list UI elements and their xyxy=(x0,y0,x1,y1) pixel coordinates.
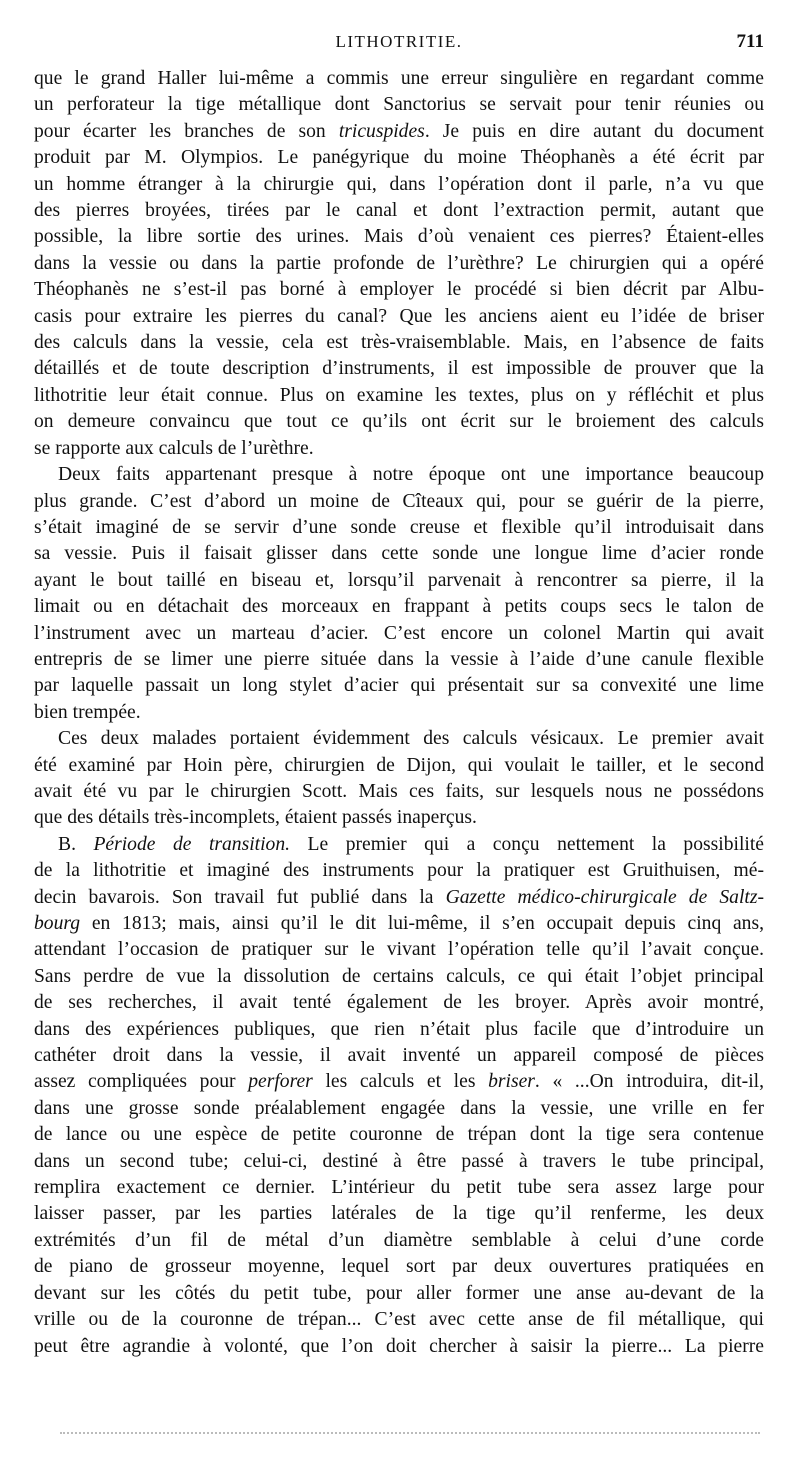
text-line: peut être agrandie à volonté, que l’on doit chercher à saisir la pierre... La pierre xyxy=(34,1335,764,1357)
text-line: laisser passer, par les parties latérales de la tige qu’il renferme, les deux xyxy=(34,1203,764,1225)
text-line: Sans perdre de vue la dissolution de certains calculs, ce qui était l’objet principal xyxy=(34,965,764,987)
text-line: plus grande. C’est d’abord un moine de Cîteaux qui, pour se guérir de la pierre, xyxy=(34,490,764,512)
text-line: bien trempée. xyxy=(34,701,141,723)
italic-text: perforer xyxy=(248,1071,313,1093)
text-line: se rapporte aux calculs de l’urèthre. xyxy=(34,437,314,459)
paragraph xyxy=(34,726,764,832)
text-line: entrepris de se limer une pierre située dans la vessie à l’aide d’une canule flexible xyxy=(34,648,764,670)
text-line: on demeure convaincu que tout ce qu’ils ont écrit sur le broiement des calculs xyxy=(34,411,764,433)
text-line: assez compliquées pour perforer les calculs et les briser. « ...On introduira, dit-il, xyxy=(34,1071,764,1093)
text-line: dans des expériences publiques, que rien n’était plus facile que d’introduire un xyxy=(34,1018,764,1040)
text-line: bourg en 1813; mais, ainsi qu’il le dit lui-même, il s’en occupait depuis cinq ans, xyxy=(34,913,764,934)
text-line: des calculs dans la vessie, cela est très-vraisemblable. Mais, en l’absence de faits xyxy=(34,332,764,354)
page-bottom-smudge xyxy=(60,1432,760,1438)
text-line: un perforateur la tige métallique dont Sanctorius se servait pour tenir réunies ou xyxy=(34,94,764,116)
italic-text: briser xyxy=(488,1071,535,1093)
text-line: été examiné par Hoin père, chirurgien de Dijon, qui voulait le tailler, et le second xyxy=(34,754,764,776)
text-line: B. Période de transition. Le premier qui a conçu nettement la possibilité xyxy=(58,833,764,855)
text-line: s’était imaginé de se servir d’une sonde creuse et flexible qu’il introduisait dans xyxy=(34,516,764,538)
text-line: devant sur les côtés du petit tube, pour aller former une anse au-devant de la xyxy=(34,1282,764,1304)
text-line: que le grand Haller lui-même a commis une erreur singulière en regardant comme xyxy=(34,68,764,89)
text-line: par laquelle passait un long stylet d’acier qui présentait sur sa convexité une lime xyxy=(34,675,764,697)
text-line: decin bavarois. Son travail fut publié dans la Gazette médico-chirurgicale de Saltz- xyxy=(34,886,764,908)
italic-text: Période de transition. xyxy=(93,833,291,855)
text-line: limait ou en détachait des morceaux en frappant à petits coups secs le talon de xyxy=(34,596,764,618)
paragraph xyxy=(34,66,764,462)
text-line: sa vessie. Puis il faisait glisser dans cette sonde une longue lime d’acier ronde xyxy=(34,543,764,565)
text-line: l’instrument avec un marteau d’acier. C’est encore un colonel Martin qui avait xyxy=(34,622,764,644)
text-line: de lance ou une espèce de petite couronne de trépan dont la tige sera contenue xyxy=(34,1124,764,1146)
text-line: Deux faits appartenant presque à notre époque ont une importance beaucoup xyxy=(58,464,764,486)
text-line: lithotritie leur était connue. Plus on examine les textes, plus on y réfléchit et plus xyxy=(34,384,764,406)
text-line: ayant le bout taillé en biseau et, lorsqu’il parvenait à rencontrer sa pierre, il la xyxy=(34,569,764,591)
italic-text: Gazette médico-chirurgicale de Saltz- xyxy=(445,886,764,908)
text-line: produit par M. Olympios. Le panégyrique du moine Théophanès a été écrit par xyxy=(34,147,764,169)
text-line: cathéter droit dans la vessie, il avait inventé un appareil composé de pièces xyxy=(34,1045,764,1067)
running-head xyxy=(34,30,764,54)
text-line: que des détails très-incomplets, étaient passés inaperçus. xyxy=(34,807,477,829)
text-line: de la lithotritie et imaginé des instruments pour la pratiquer est Gruithuisen, mé- xyxy=(34,860,764,882)
text-line: remplira exactement ce dernier. L’intérieur du petit tube sera assez large pour xyxy=(34,1177,764,1199)
text-line: pour écarter les branches de son tricuspides. Je puis en dire autant du document xyxy=(34,120,764,142)
text-line: vrille ou de la couronne de trépan... C’est avec cette anse de fil métallique, qui xyxy=(34,1309,764,1331)
text-line: de ses recherches, il avait tenté également de les broyer. Après avoir montré, xyxy=(34,992,764,1014)
text-line: dans un second tube; celui-ci, destiné à être passé à travers le tube principal, xyxy=(34,1150,764,1172)
running-head-title: LITHOTRITIE. xyxy=(335,32,463,51)
paragraph xyxy=(34,462,764,726)
italic-text: tricuspides xyxy=(338,120,425,142)
paragraph xyxy=(34,832,764,1360)
text-line: casis pour extraire les pierres du canal? Que les anciens aient eu l’idée de briser xyxy=(34,305,764,327)
text-line: dans la vessie ou dans la partie profonde de l’urèthre? Le chirurgien qui a opéré xyxy=(34,252,764,274)
text-line: avait été vu par le chirurgien Scott. Mais ces faits, sur lesquels nous ne possédons xyxy=(34,780,764,802)
text-line: Ces deux malades portaient évidemment des calculs vésicaux. Le premier avait xyxy=(58,728,764,750)
text-line: des pierres broyées, tirées par le canal et dont l’extraction permit, autant que xyxy=(34,200,764,222)
text-line: possible, la libre sortie des urines. Mais d’où venaient ces pierres? Étaient-elles xyxy=(34,226,764,248)
body-text xyxy=(34,66,764,1360)
text-line: attendant l’occasion de pratiquer sur le vivant l’opération telle qu’il l’avait conçue. xyxy=(34,939,764,961)
text-line: Théophanès ne s’est-il pas borné à employer le procédé si bien décrit par Albu- xyxy=(34,279,764,301)
text-line: un homme étranger à la chirurgie qui, dans l’opération dont il parle, n’a vu que xyxy=(34,173,764,195)
italic-text: bourg xyxy=(34,913,81,934)
text-line: de piano de grosseur moyenne, lequel sort par deux ouvertures pratiquées en xyxy=(34,1256,764,1278)
page-number: 711 xyxy=(736,31,764,52)
text-line: extrémités d’un fil de métal d’un diamètre semblable à celui d’une corde xyxy=(34,1229,764,1251)
text-line: détaillés et de toute description d’instruments, il est impossible de prouver que la xyxy=(34,358,764,380)
text-line: dans une grosse sonde préalablement engagée dans la vessie, une vrille en fer xyxy=(34,1097,764,1119)
